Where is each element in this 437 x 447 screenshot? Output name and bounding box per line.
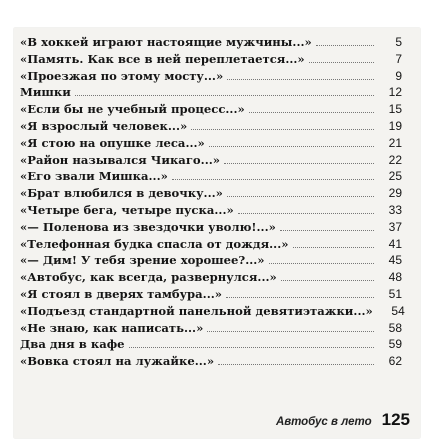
- toc-entry-title: «Подъезд стандартной панельной девятиэтажки...»: [20, 303, 373, 318]
- toc-entry: [20, 303, 405, 320]
- dot-leader: [226, 288, 374, 298]
- page-footer: [276, 410, 410, 430]
- toc-entry-title: «Четыре бега, четыре пуска...»: [20, 202, 234, 217]
- dot-leader: [218, 355, 374, 365]
- toc-entry-title: «Район назывался Чикаго...»: [20, 152, 221, 167]
- dot-leader: [172, 170, 374, 180]
- dot-leader: [75, 86, 374, 96]
- dot-leader: [227, 70, 374, 80]
- toc-entry-page: 5: [395, 35, 402, 49]
- toc-entry-title: «Не знаю, как написать...»: [20, 320, 204, 335]
- toc-entry-page: 48: [388, 270, 402, 285]
- toc-entry: [20, 336, 402, 353]
- dot-leader: [209, 137, 374, 147]
- toc-entry-page: 15: [388, 102, 402, 117]
- toc-entry-title: «В хоккей играют настоящие мужчины...»: [20, 35, 312, 49]
- dot-leader: [249, 103, 374, 113]
- toc-entry-title: Два дня в кафе: [20, 337, 125, 352]
- toc-entry-page: 19: [388, 118, 402, 133]
- toc-entry-title: «Проезжая по этому мосту...»: [20, 68, 224, 83]
- toc-entry: [20, 118, 402, 135]
- toc-entry: [20, 320, 402, 337]
- page-number: 125: [381, 410, 410, 429]
- toc-entry-page: 21: [388, 135, 402, 150]
- table-of-contents: [20, 34, 405, 370]
- book-page: [14, 28, 420, 438]
- toc-entry: [20, 202, 402, 219]
- toc-entry-page: 9: [395, 68, 402, 83]
- toc-entry-title: Мишки: [20, 85, 71, 100]
- toc-entry-page: 59: [388, 337, 402, 352]
- toc-entry: [20, 68, 402, 85]
- toc-entry-page: 51: [388, 286, 402, 301]
- dot-leader: [129, 338, 374, 348]
- toc-entry-page: 25: [388, 169, 402, 184]
- toc-entry-page: 33: [388, 202, 402, 217]
- dot-leader: [238, 204, 374, 214]
- dot-leader: [191, 120, 374, 130]
- toc-entry-title: «Я взрослый человек...»: [20, 118, 188, 133]
- toc-entry: [20, 185, 402, 202]
- dot-leader: [280, 221, 374, 231]
- toc-entry-page: 22: [388, 152, 402, 167]
- toc-entry-page: 29: [388, 186, 402, 201]
- dot-leader: [207, 322, 374, 332]
- toc-entry: [20, 168, 402, 185]
- toc-entry-title: «Вовка стоял на лужайке...»: [20, 354, 215, 369]
- toc-entry-title: «Если бы не учебный процесс...»: [20, 102, 245, 117]
- running-title: Автобус в лето: [275, 416, 372, 428]
- toc-entry: [20, 34, 402, 51]
- toc-entry: [20, 84, 402, 101]
- toc-entry: [20, 135, 402, 152]
- dot-leader: [269, 254, 374, 264]
- toc-entry: [20, 286, 402, 303]
- toc-entry: [20, 353, 402, 370]
- toc-entry: [20, 219, 402, 236]
- toc-entry-title: «Я стою на опушке леса...»: [20, 135, 205, 150]
- toc-entry-title: «— Поленова из звездочки уволю!...»: [20, 219, 276, 234]
- toc-entry: [20, 101, 402, 118]
- toc-entry-title: «Я стоял в дверях тамбура...»: [20, 286, 223, 301]
- toc-entry-page: 7: [395, 51, 402, 66]
- dot-leader: [309, 53, 374, 63]
- toc-entry-page: 12: [388, 85, 402, 100]
- toc-entry-page: 58: [388, 320, 402, 335]
- toc-entry: [20, 252, 402, 269]
- toc-entry-title: «Его звали Мишка...»: [20, 169, 168, 184]
- toc-entry-title: «— Дим! У тебя зрение хорошее?...»: [20, 253, 265, 268]
- toc-entry-page: 37: [388, 219, 402, 234]
- toc-entry-title: «Память. Как все в ней переплетается...»: [20, 51, 305, 66]
- toc-entry-page: 54: [391, 303, 405, 318]
- dot-leader: [316, 36, 374, 46]
- toc-entry: [20, 236, 402, 253]
- dot-leader: [281, 271, 374, 281]
- toc-entry-title: «Автобус, как всегда, развернулся...»: [20, 270, 277, 285]
- toc-entry-page: 62: [388, 354, 402, 369]
- toc-entry: [20, 269, 402, 286]
- toc-entry-title: «Брат влюбился в девочку...»: [20, 186, 223, 201]
- toc-entry-title: «Телефонная будка спасла от дождя...»: [20, 236, 289, 251]
- toc-entry-page: 41: [388, 236, 402, 251]
- dot-leader: [293, 238, 375, 248]
- toc-entry: [20, 51, 402, 68]
- dot-leader: [224, 154, 374, 164]
- toc-entry-page: 45: [388, 253, 402, 268]
- dot-leader: [227, 187, 374, 197]
- toc-entry: [20, 152, 402, 169]
